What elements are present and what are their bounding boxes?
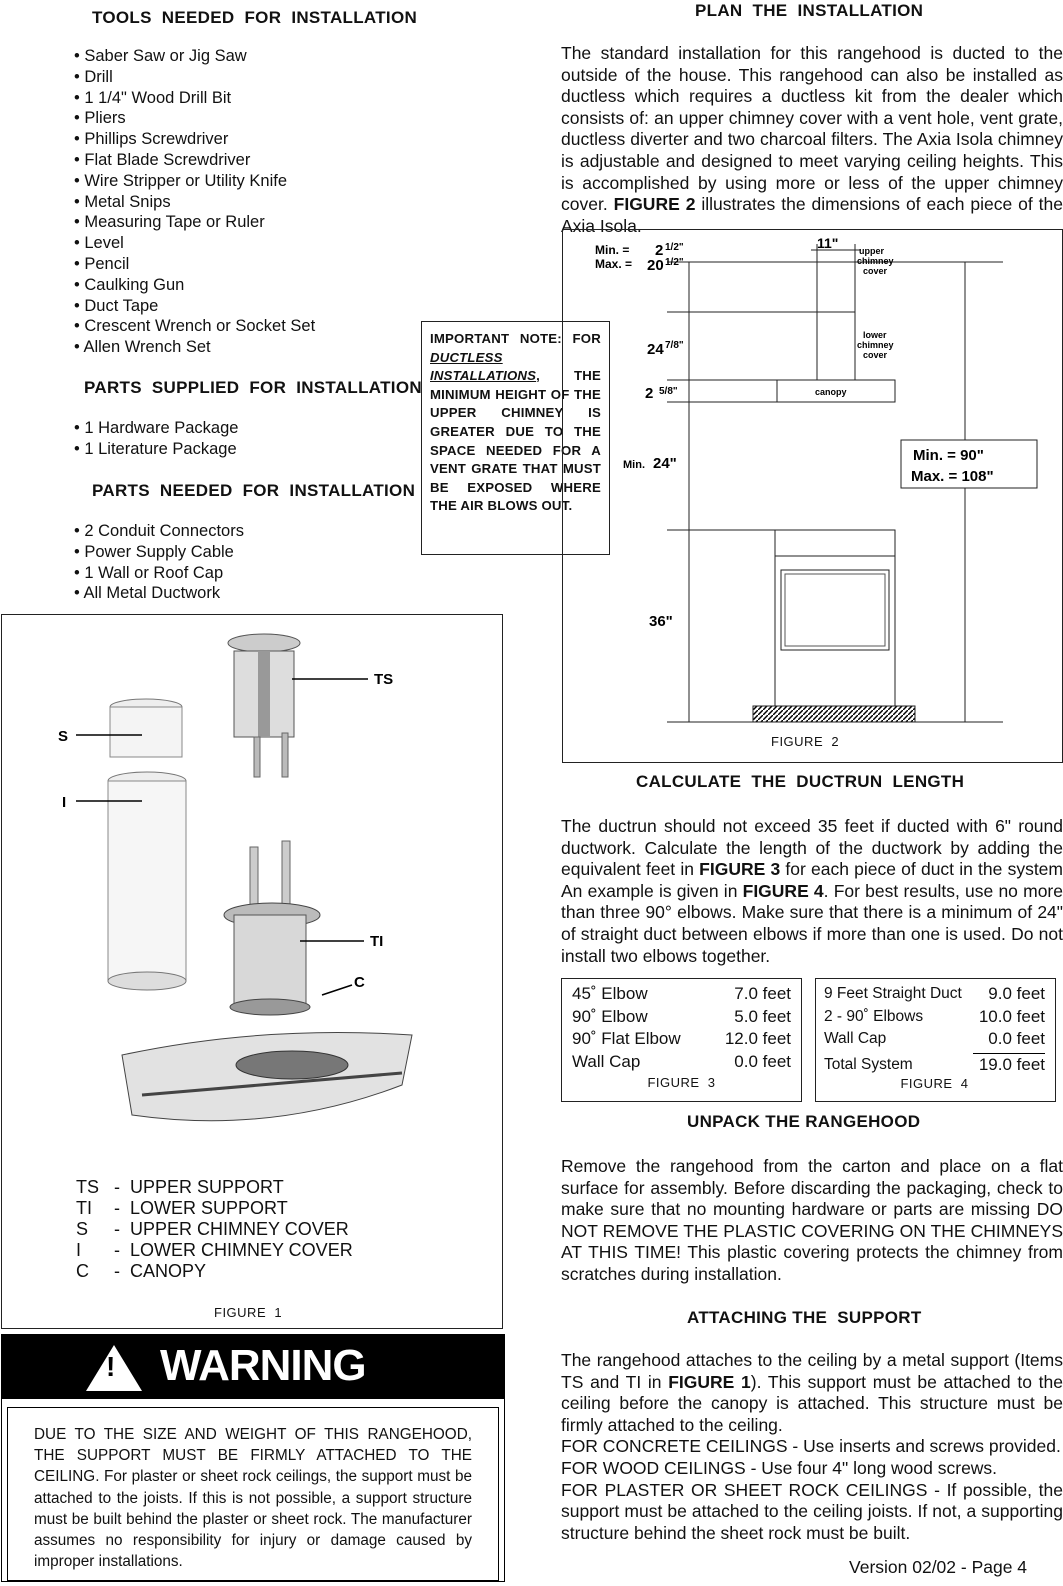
tools-heading: TOOLS NEEDED FOR INSTALLATION bbox=[92, 8, 418, 27]
table-row: 45˚ Elbow 7.0 feet bbox=[572, 984, 791, 1003]
figure-4 bbox=[815, 978, 1056, 1102]
legend-row: I - LOWER CHIMNEY COVER bbox=[76, 1240, 353, 1260]
svg-text:5/8": 5/8" bbox=[659, 386, 678, 397]
label-c: C bbox=[354, 974, 365, 991]
svg-text:2: 2 bbox=[645, 385, 654, 402]
figure-2 bbox=[562, 229, 1063, 763]
figure-1-caption: FIGURE 1 bbox=[214, 1305, 283, 1320]
svg-text:chimney: chimney bbox=[857, 340, 894, 350]
list-item: • Power Supply Cable bbox=[74, 542, 234, 561]
list-item: • Allen Wrench Set bbox=[74, 338, 211, 357]
legend-row: S - UPPER CHIMNEY COVER bbox=[76, 1219, 349, 1239]
list-item: • 1 Literature Package bbox=[74, 439, 237, 458]
legend-row: C - CANOPY bbox=[76, 1261, 207, 1281]
list-item: • Saber Saw or Jig Saw bbox=[74, 47, 247, 65]
svg-text:20: 20 bbox=[647, 257, 664, 274]
upper-chimney-shape bbox=[817, 262, 855, 312]
list-item: • Measuring Tape or Ruler bbox=[74, 213, 265, 232]
figure-3-caption: FIGURE 3 bbox=[647, 1075, 716, 1090]
list-item: • 1 Hardware Package bbox=[74, 419, 239, 437]
warning-header bbox=[2, 1335, 504, 1399]
svg-text:Min. =: Min. = bbox=[595, 243, 630, 257]
svg-text:1/2": 1/2" bbox=[665, 242, 684, 253]
label-ti: TI bbox=[370, 933, 384, 950]
svg-text:upper: upper bbox=[859, 246, 885, 256]
parts-supplied-heading: PARTS SUPPLIED FOR INSTALLATION bbox=[84, 378, 422, 397]
table-row: 2 - 90˚ Elbows 10.0 feet bbox=[824, 1006, 1045, 1026]
ductrun-text: The ductrun should not exceed 35 feet if ducted with 6" round ductwork. Calculate the length of the ductwork by adding the equivalent feet in FIGURE 3 for each piece of duct in the system An example is given in FIGURE 4. For best results, use no more than three 90° elbows. Make sure that there is a minimum of 24" of straight duct between elbows if more than one is used. Do not install two elbows together. bbox=[561, 816, 1063, 966]
svg-text:24": 24" bbox=[653, 455, 677, 472]
warning-title: WARNING bbox=[160, 1341, 366, 1390]
svg-text:7/8": 7/8" bbox=[665, 340, 684, 351]
figure-1 bbox=[1, 614, 503, 1329]
list-item: • Level bbox=[74, 234, 124, 253]
table-row: Wall Cap 0.0 feet bbox=[572, 1051, 791, 1071]
list-item: • Crescent Wrench or Socket Set bbox=[74, 317, 316, 336]
list-item: • Pliers bbox=[74, 109, 126, 128]
parts-supplied-list bbox=[74, 418, 238, 460]
total-value: 19.0 feet bbox=[978, 1054, 1045, 1074]
table-row: 90˚ Flat Elbow 12.0 feet bbox=[572, 1029, 791, 1048]
table-row: Wall Cap 0.0 feet bbox=[824, 1029, 1045, 1048]
list-item: • All Metal Ductwork bbox=[74, 584, 221, 603]
svg-text:cover: cover bbox=[863, 266, 888, 276]
dimension-diagram bbox=[563, 230, 1063, 762]
list-item: • Metal Snips bbox=[74, 192, 171, 211]
lower-support-drawing bbox=[224, 841, 320, 1015]
plan-text: The standard installation for this rangehood is ducted to the outside of the house. This rangehood can also be installed as ductless which requires a ductless kit from the dealer which consists of: an upper chimney cover with a vent hole, vent grate, ductless diverter and two charcoal filters. The Axia Isola chimney is adjustable and designed to meet varying ceiling heights. This is accomplished by using more or less of the upper chimney cover. FIGURE 2 illustrates the dimensions of each piece of the Axia Isola. bbox=[561, 43, 1063, 236]
tools-list bbox=[74, 46, 315, 358]
svg-text:cover: cover bbox=[863, 350, 888, 360]
table-row: 9 Feet Straight Duct 9.0 feet bbox=[824, 984, 1045, 1003]
lower-chimney-drawing bbox=[108, 772, 186, 990]
warning-box bbox=[1, 1334, 505, 1582]
list-item: • 1 Wall or Roof Cap bbox=[74, 563, 224, 582]
canopy-drawing bbox=[122, 1033, 412, 1121]
svg-text:chimney: chimney bbox=[857, 256, 894, 266]
list-item: • Wire Stripper or Utility Knife bbox=[74, 171, 287, 190]
list-item: • Drill bbox=[74, 67, 113, 86]
svg-text:Min.: Min. bbox=[623, 459, 645, 471]
upper-support-drawing bbox=[228, 634, 300, 777]
rangehood-parts-illustration bbox=[2, 615, 502, 1135]
warning-symbol: ! bbox=[106, 1351, 116, 1382]
list-item: • 2 Conduit Connectors bbox=[74, 522, 244, 540]
upper-chimney-drawing bbox=[110, 699, 182, 757]
parts-needed-list bbox=[74, 521, 244, 604]
svg-text:Max. =: Max. = bbox=[595, 257, 633, 271]
total-item: Total System bbox=[824, 1055, 913, 1073]
figure-4-caption: FIGURE 4 bbox=[900, 1076, 969, 1091]
list-item: • Pencil bbox=[74, 254, 130, 273]
svg-text:36": 36" bbox=[649, 613, 673, 630]
page-footer: Version 02/02 - Page 4 bbox=[849, 1557, 1028, 1577]
unpack-text: Remove the rangehood from the carton and place on a flat surface for assembly. Before discarding the packaging, check to make sure that no mounting hardware or parts are missing DO NOT REMOVE THE PLASTIC COVERING ON THE CHIMNEYS AT THIS TIME! This plastic covering protects the chimney from scratches during installation. bbox=[561, 1156, 1063, 1284]
list-item: • Flat Blade Screwdriver bbox=[74, 150, 251, 169]
lower-chimney-shape bbox=[817, 312, 855, 380]
parts-needed-heading: PARTS NEEDED FOR INSTALLATION bbox=[92, 481, 416, 500]
plan-heading: PLAN THE INSTALLATION bbox=[695, 1, 924, 20]
svg-text:lower: lower bbox=[863, 330, 887, 340]
ductrun-heading: CALCULATE THE DUCTRUN LENGTH bbox=[636, 772, 965, 791]
list-item: • Caulking Gun bbox=[74, 275, 185, 294]
warning-text: DUE TO THE SIZE AND WEIGHT OF THIS RANGEHOOD, THE SUPPORT MUST BE FIRMLY ATTACHED TO THE CEILING. For plaster or sheet rock ceilings, the support must be attached to the joists. If this is not possible, a support structure must be built behind the plaster or sheet rock. The manufacturer assumes no responsibility for injury or damage caused by improper installations. bbox=[34, 1426, 472, 1571]
figure-2-caption: FIGURE 2 bbox=[771, 734, 840, 749]
unpack-heading: UNPACK THE RANGEHOOD bbox=[687, 1112, 921, 1131]
important-note: IMPORTANT NOTE: FOR DUCTLESS INSTALLATIONS, THE MINIMUM HEIGHT OF THE UPPER CHIMNEY IS GREATER DUE TO THE SPACE NEEDED FOR A VENT GRATE THAT MUST BE EXPOSED WHERE THE AIR BLOWS OUT. bbox=[421, 321, 610, 555]
figure-3 bbox=[561, 978, 802, 1102]
figure-1-legend bbox=[76, 1177, 353, 1282]
label-ts: TS bbox=[374, 671, 394, 688]
table-row: 90˚ Elbow 5.0 feet bbox=[572, 1006, 791, 1026]
svg-text:11": 11" bbox=[817, 235, 839, 251]
svg-text:1/2": 1/2" bbox=[665, 257, 684, 268]
svg-text:24: 24 bbox=[647, 341, 664, 358]
attach-heading: ATTACHING THE SUPPORT bbox=[687, 1308, 922, 1327]
legend-row: TS - UPPER SUPPORT bbox=[76, 1177, 284, 1197]
list-item: • Phillips Screwdriver bbox=[74, 130, 229, 149]
label-i: I bbox=[62, 794, 67, 811]
legend-row: TI - LOWER SUPPORT bbox=[76, 1198, 288, 1218]
svg-text:canopy: canopy bbox=[815, 387, 847, 397]
attach-text: The rangehood attaches to the ceiling by a metal support (Items TS and TI in FIGURE 1). This support must be attached to the ceiling before the canopy is attached. This structure must be firmly attached to the ceiling. FOR CONCRETE CEILINGS - Use inserts and screws provided. FOR WOOD CEILINGS - Use four 4" long wood screws. FOR PLASTER OR SHEET ROCK CEILINGS - If possible, the support must be attached to the ceiling joists. If not, a supporting structure behind the sheet rock must be built. bbox=[561, 1350, 1063, 1543]
label-s: S bbox=[58, 728, 69, 745]
svg-text:Max. = 108": Max. = 108" bbox=[911, 468, 994, 485]
list-item: • 1 1/4" Wood Drill Bit bbox=[74, 88, 232, 107]
svg-text:2: 2 bbox=[655, 242, 664, 259]
svg-text:Min. = 90": Min. = 90" bbox=[913, 447, 984, 464]
list-item: • Duct Tape bbox=[74, 296, 159, 315]
